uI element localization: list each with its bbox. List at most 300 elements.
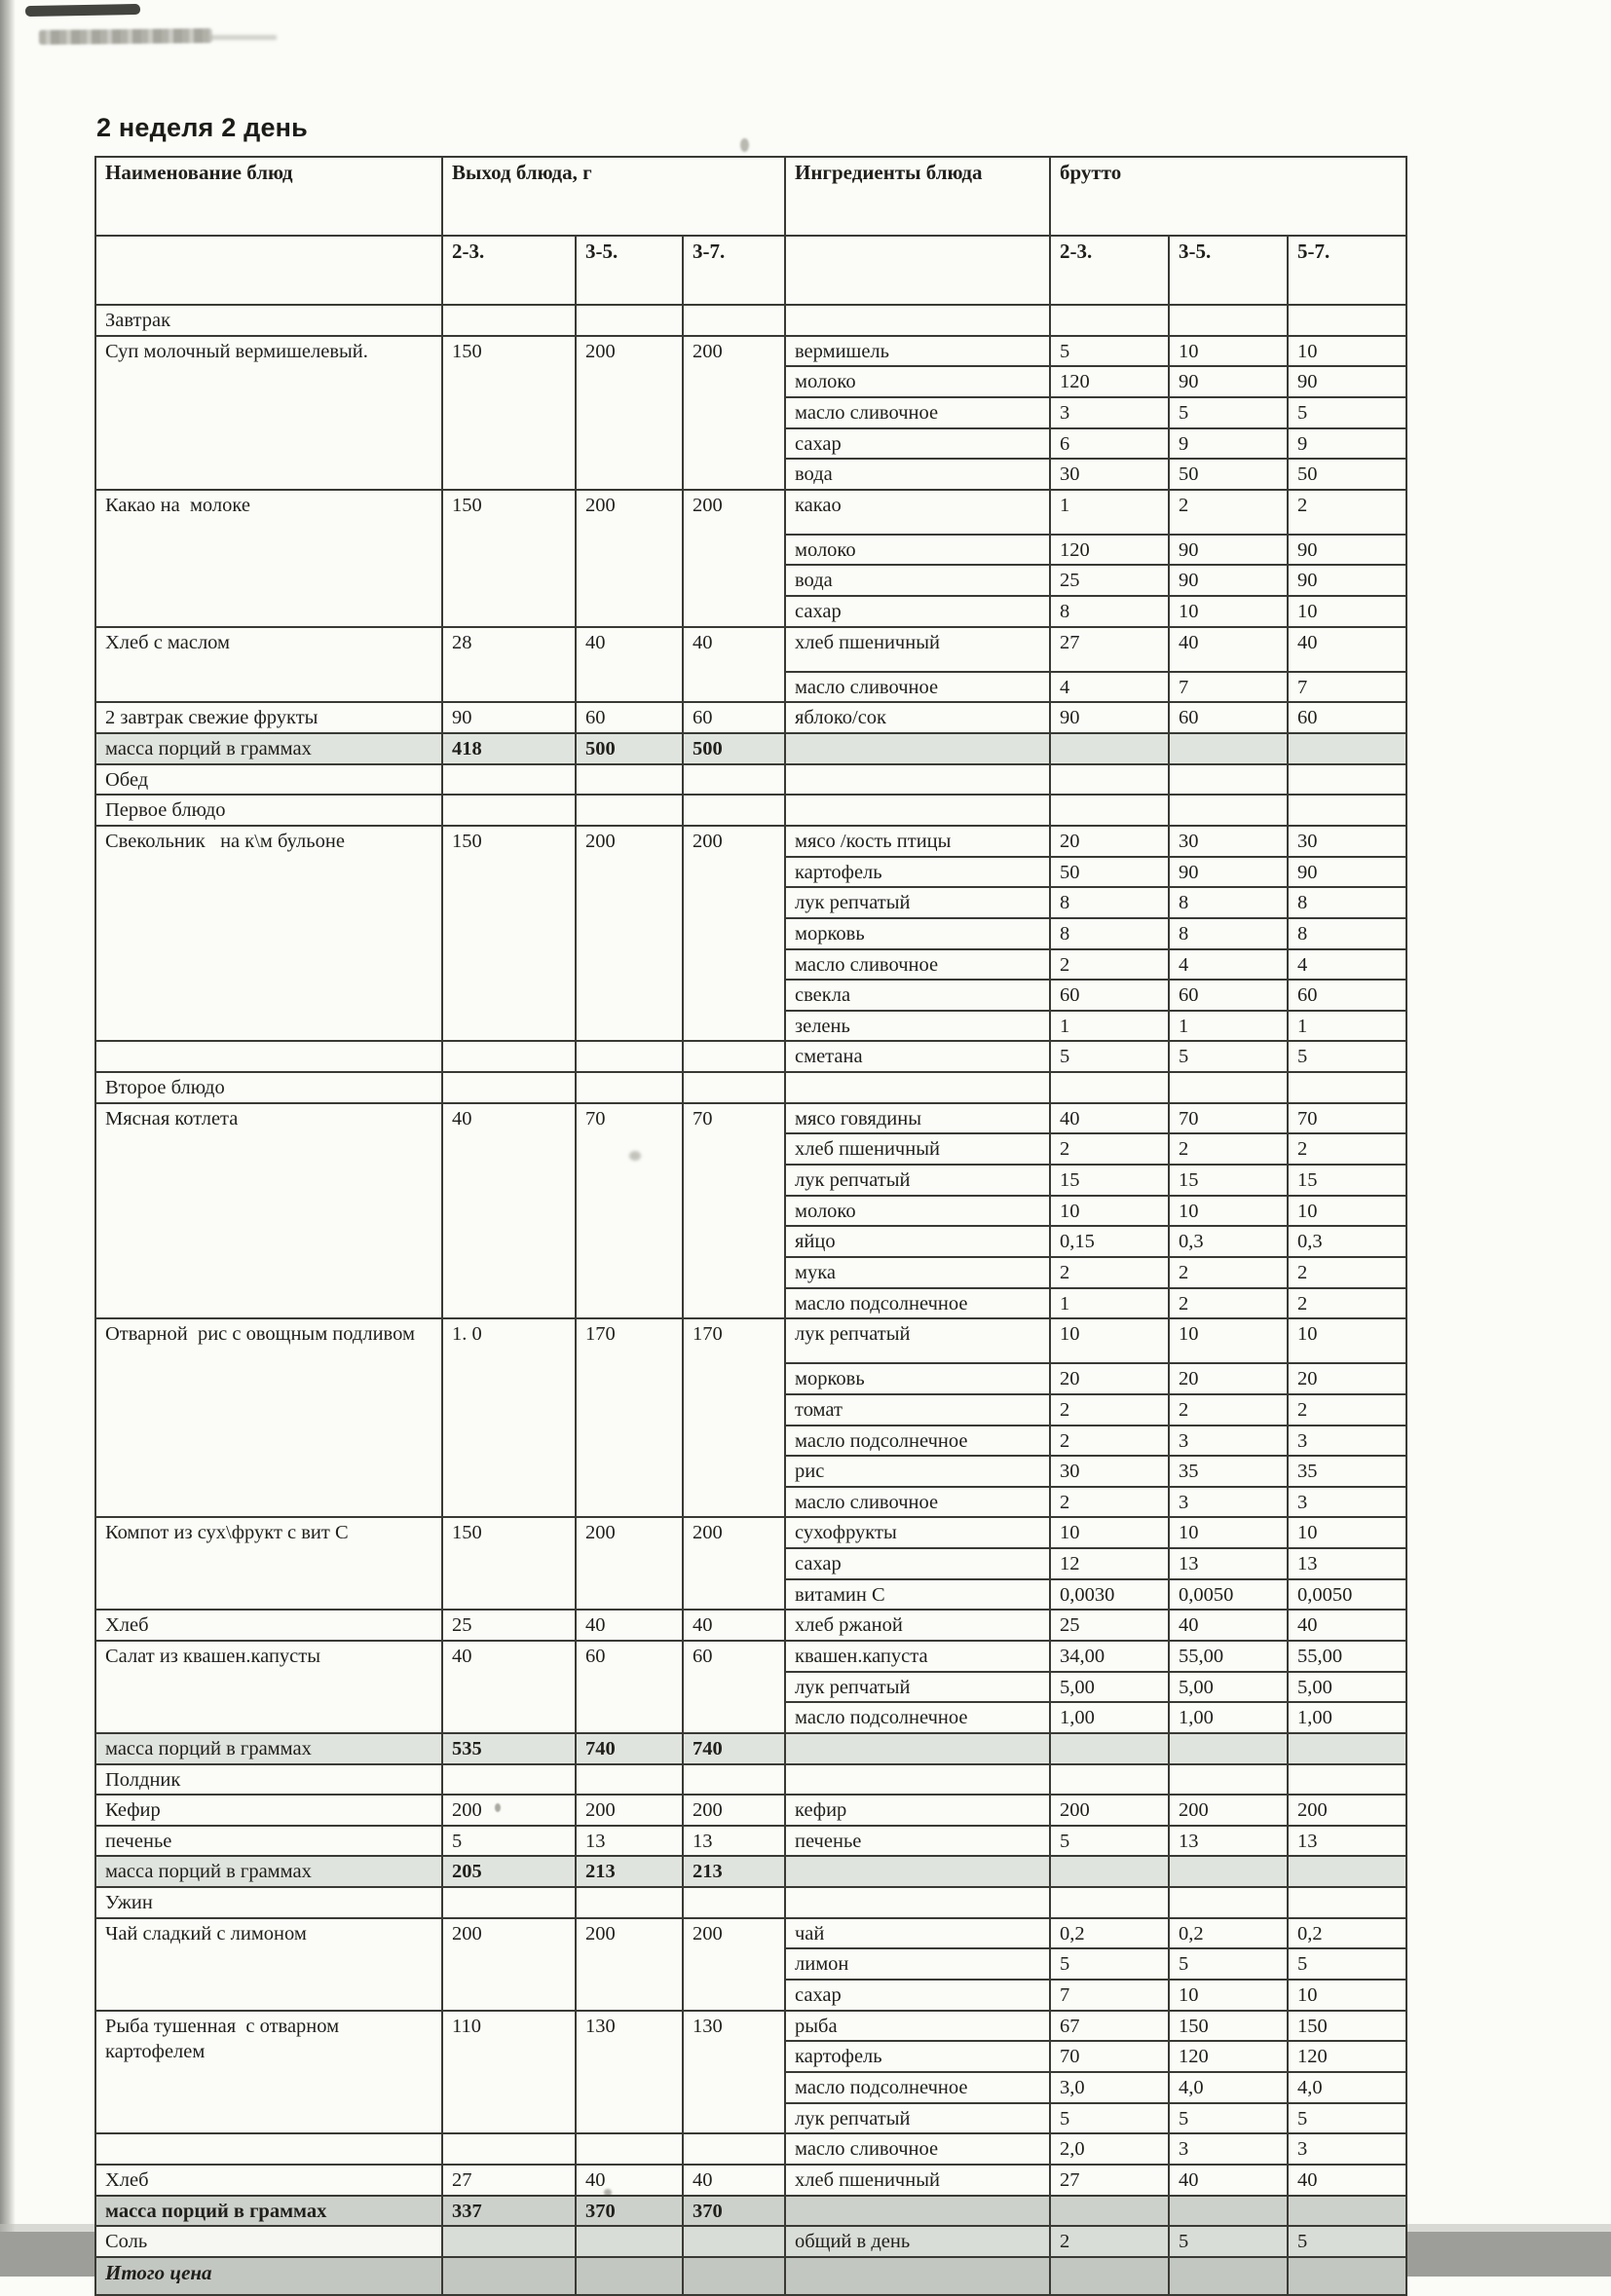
ingredient-name-cell: картофель: [785, 857, 1050, 888]
brutto-value-cell: 1,00: [1288, 1702, 1406, 1733]
ingredient-name-cell: сахар: [785, 1548, 1050, 1579]
brutto-value-cell: 2: [1050, 1426, 1169, 1457]
table-row: [95, 1795, 1406, 1826]
brutto-value-cell: 40: [1169, 627, 1288, 672]
brutto-value-cell: 3: [1288, 2133, 1406, 2165]
brutto-value-cell: 0,2: [1050, 1918, 1169, 1949]
subheader-out-3-5: 3-5.: [576, 236, 683, 305]
mass-value-cell: 740: [683, 1733, 785, 1764]
table-row: [95, 2165, 1406, 2196]
brutto-value-cell: 3,0: [1050, 2072, 1169, 2103]
brutto-value-cell: 10: [1169, 1318, 1288, 1363]
table-row: [95, 1764, 1406, 1796]
portion-value-cell: 60: [576, 1641, 683, 1733]
scan-corner-mark: [25, 4, 140, 17]
brutto-value-cell: 25: [1050, 565, 1169, 596]
brutto-value-cell: 120: [1288, 2041, 1406, 2072]
ingredient-name-cell: сахар: [785, 1980, 1050, 2011]
brutto-value-cell: 2: [1050, 1133, 1169, 1165]
brutto-value-cell: 40: [1169, 2165, 1288, 2196]
portion-value-cell: 70: [683, 1103, 785, 1318]
empty-cell: [1050, 1072, 1169, 1103]
mass-value-cell: 535: [442, 1733, 576, 1764]
subheader-out-3-7: 3-7.: [683, 236, 785, 305]
brutto-value-cell: 15: [1288, 1165, 1406, 1196]
table-row: [95, 2133, 1406, 2165]
brutto-value-cell: 200: [1169, 1795, 1288, 1826]
dish-name-cell: Мясная котлета: [95, 1103, 442, 1318]
brutto-value-cell: 150: [1169, 2011, 1288, 2042]
portion-value-cell: 40: [576, 627, 683, 703]
brutto-value-cell: 70: [1169, 1103, 1288, 1134]
portion-value-cell: 60: [683, 702, 785, 733]
ingredient-name-cell: кефир: [785, 1795, 1050, 1826]
mass-label-cell: масса порций в граммах: [95, 733, 442, 764]
ingredient-name-cell: масло сливочное: [785, 2133, 1050, 2165]
portion-value-cell: 200: [442, 1918, 576, 2011]
brutto-value-cell: 5: [1288, 2103, 1406, 2134]
brutto-value-cell: 4: [1169, 949, 1288, 981]
brutto-value-cell: 55,00: [1288, 1641, 1406, 1672]
mass-value-cell: 337: [442, 2196, 576, 2227]
brutto-value-cell: 15: [1050, 1165, 1169, 1196]
empty-cell: [785, 733, 1050, 764]
mass-label-cell: масса порций в граммах: [95, 1733, 442, 1764]
brutto-value-cell: 6: [1050, 428, 1169, 460]
ingredient-name-cell: общий в день: [785, 2226, 1050, 2257]
brutto-value-cell: 30: [1050, 459, 1169, 490]
ingredient-name-cell: лук репчатый: [785, 887, 1050, 918]
brutto-value-cell: 50: [1169, 459, 1288, 490]
empty-portion-cell: [576, 1041, 683, 1072]
brutto-value-cell: 0,3: [1288, 1226, 1406, 1257]
brutto-value-cell: 20: [1050, 1363, 1169, 1394]
brutto-value-cell: 0,3: [1169, 1226, 1288, 1257]
empty-cell: [1169, 1733, 1288, 1764]
brutto-value-cell: 40: [1288, 1610, 1406, 1641]
brutto-value-cell: 60: [1288, 702, 1406, 733]
ingredient-name-cell: масло сливочное: [785, 672, 1050, 703]
salt-label-cell: Соль: [95, 2226, 442, 2257]
brutto-value-cell: 7: [1288, 672, 1406, 703]
portion-value-cell: 200: [683, 490, 785, 627]
empty-cell: [576, 1887, 683, 1918]
empty-cell: [442, 2257, 576, 2295]
brutto-value-cell: 5: [1169, 2103, 1288, 2134]
scan-speck: [740, 138, 749, 152]
dish-name-cell: Чай сладкий с лимоном: [95, 1918, 442, 2011]
table-row: [95, 2011, 1406, 2042]
empty-cell: [785, 764, 1050, 796]
ingredient-name-cell: морковь: [785, 918, 1050, 949]
ingredient-name-cell: масло сливочное: [785, 1487, 1050, 1518]
brutto-value-cell: 90: [1169, 366, 1288, 397]
brutto-value-cell: 5: [1050, 2103, 1169, 2134]
brutto-value-cell: 0,15: [1050, 1226, 1169, 1257]
brutto-value-cell: 90: [1288, 857, 1406, 888]
brutto-value-cell: 15: [1169, 1165, 1288, 1196]
empty-cell: [576, 1764, 683, 1796]
portion-value-cell: 200: [576, 1918, 683, 2011]
ingredient-name-cell: молоко: [785, 366, 1050, 397]
empty-cell: [1288, 2257, 1406, 2295]
subheader-brutto-5-7: 5-7.: [1288, 236, 1406, 305]
empty-cell: [442, 305, 576, 336]
empty-cell: [1169, 795, 1288, 826]
empty-cell: [683, 1764, 785, 1796]
empty-cell: [785, 2196, 1050, 2227]
brutto-value-cell: 3: [1288, 1426, 1406, 1457]
subheader-brutto-3-5: 3-5.: [1169, 236, 1288, 305]
brutto-value-cell: 90: [1169, 535, 1288, 566]
col-header-ingredients: Ингредиенты блюда: [785, 157, 1050, 236]
subheader-out-2-3: 2-3.: [442, 236, 576, 305]
table-row: [95, 1517, 1406, 1548]
empty-cell: [1050, 1887, 1169, 1918]
brutto-value-cell: 2: [1169, 1394, 1288, 1426]
empty-cell: [785, 2257, 1050, 2295]
brutto-value-cell: 2: [1050, 1394, 1169, 1426]
empty-portion-cell: [442, 1041, 576, 1072]
empty-dish-cell: [95, 1041, 442, 1072]
table-row: [95, 764, 1406, 796]
brutto-value-cell: 70: [1288, 1103, 1406, 1134]
ingredient-name-cell: молоко: [785, 1196, 1050, 1227]
empty-cell: [1050, 1856, 1169, 1887]
ingredient-name-cell: картофель: [785, 2041, 1050, 2072]
empty-cell: [576, 764, 683, 796]
ingredient-name-cell: масло подсолнечное: [785, 1288, 1050, 1319]
table-subheader-row: [95, 236, 1406, 305]
ingredient-name-cell: зелень: [785, 1011, 1050, 1042]
empty-cell: [442, 795, 576, 826]
portion-value-cell: 150: [442, 336, 576, 490]
brutto-value-cell: 0,0030: [1050, 1579, 1169, 1611]
empty-cell: [683, 1887, 785, 1918]
empty-cell: [1288, 1733, 1406, 1764]
table-row: [95, 627, 1406, 672]
empty-cell: [576, 795, 683, 826]
empty-cell: [785, 1856, 1050, 1887]
empty-cell: [1050, 2196, 1169, 2227]
dish-name-cell: Отварной рис с овощным подливом: [95, 1318, 442, 1517]
brutto-value-cell: 10: [1169, 596, 1288, 627]
brutto-value-cell: 35: [1288, 1456, 1406, 1487]
brutto-value-cell: 120: [1050, 535, 1169, 566]
brutto-value-cell: 8: [1050, 918, 1169, 949]
brutto-value-cell: 0,0050: [1169, 1579, 1288, 1611]
brutto-value-cell: 10: [1050, 1196, 1169, 1227]
table-row: [95, 795, 1406, 826]
ingredient-name-cell: какао: [785, 490, 1050, 535]
ingredient-name-cell: сухофрукты: [785, 1517, 1050, 1548]
mass-label-cell: масса порций в граммах: [95, 2196, 442, 2227]
portion-value-cell: 200: [683, 826, 785, 1041]
subheader-empty: [95, 236, 442, 305]
empty-cell: [1050, 305, 1169, 336]
brutto-value-cell: 10: [1288, 1980, 1406, 2011]
brutto-value-cell: 10: [1169, 336, 1288, 367]
portion-value-cell: 200: [683, 1795, 785, 1826]
portion-value-cell: 60: [683, 1641, 785, 1733]
portion-value-cell: 200: [683, 1517, 785, 1610]
empty-cell: [683, 1072, 785, 1103]
brutto-value-cell: 90: [1288, 565, 1406, 596]
brutto-value-cell: 2: [1169, 1257, 1288, 1288]
ingredient-name-cell: рыба: [785, 2011, 1050, 2042]
table-row: [95, 1733, 1406, 1764]
brutto-value-cell: 2: [1288, 1133, 1406, 1165]
portion-value-cell: 28: [442, 627, 576, 703]
brutto-value-cell: 70: [1050, 2041, 1169, 2072]
brutto-value-cell: 2,0: [1050, 2133, 1169, 2165]
ingredient-name-cell: масло сливочное: [785, 949, 1050, 981]
scan-smudge-tail: [208, 35, 277, 40]
brutto-value-cell: 10: [1050, 1318, 1169, 1363]
page-title: 2 неделя 2 день: [96, 113, 308, 142]
empty-portion-cell: [683, 2133, 785, 2165]
empty-cell: [1050, 1764, 1169, 1796]
brutto-value-cell: 5: [1169, 2226, 1288, 2257]
brutto-value-cell: 25: [1050, 1610, 1169, 1641]
portion-value-cell: 200: [683, 1918, 785, 2011]
table-row: [95, 1826, 1406, 1857]
ingredient-name-cell: мясо говядины: [785, 1103, 1050, 1134]
brutto-value-cell: 3: [1169, 2133, 1288, 2165]
brutto-value-cell: 10: [1288, 1196, 1406, 1227]
brutto-value-cell: 20: [1169, 1363, 1288, 1394]
dish-name-cell: печенье: [95, 1826, 442, 1857]
mass-value-cell: 500: [683, 733, 785, 764]
brutto-value-cell: 200: [1288, 1795, 1406, 1826]
ingredient-name-cell: вода: [785, 459, 1050, 490]
brutto-value-cell: 2: [1169, 1133, 1288, 1165]
brutto-value-cell: 5: [1050, 1041, 1169, 1072]
portion-value-cell: 25: [442, 1610, 576, 1641]
empty-cell: [1288, 1887, 1406, 1918]
table-row: [95, 1072, 1406, 1103]
brutto-value-cell: 5: [1288, 397, 1406, 428]
portion-value-cell: 13: [576, 1826, 683, 1857]
brutto-value-cell: 10: [1050, 1517, 1169, 1548]
empty-portion-cell: [576, 2133, 683, 2165]
brutto-value-cell: 13: [1288, 1826, 1406, 1857]
brutto-value-cell: 34,00: [1050, 1641, 1169, 1672]
brutto-value-cell: 5: [1050, 336, 1169, 367]
brutto-value-cell: 50: [1288, 459, 1406, 490]
ingredient-name-cell: масло подсолнечное: [785, 2072, 1050, 2103]
ingredient-name-cell: рис: [785, 1456, 1050, 1487]
section-label-cell: Полдник: [95, 1764, 442, 1796]
brutto-value-cell: 2: [1288, 1257, 1406, 1288]
brutto-value-cell: 3: [1050, 397, 1169, 428]
empty-cell: [1288, 764, 1406, 796]
table-row: [95, 1318, 1406, 1363]
brutto-value-cell: 90: [1050, 702, 1169, 733]
brutto-value-cell: 12: [1050, 1548, 1169, 1579]
ingredient-name-cell: свекла: [785, 980, 1050, 1011]
brutto-value-cell: 40: [1050, 1103, 1169, 1134]
ingredient-name-cell: мясо /кость птицы: [785, 826, 1050, 857]
section-label-cell: Первое блюдо: [95, 795, 442, 826]
brutto-value-cell: 5: [1169, 1041, 1288, 1072]
brutto-value-cell: 60: [1169, 980, 1288, 1011]
empty-cell: [1169, 305, 1288, 336]
empty-cell: [1169, 764, 1288, 796]
empty-cell: [1288, 1856, 1406, 1887]
total-label-cell: Итого цена: [95, 2257, 442, 2295]
ingredient-name-cell: хлеб ржаной: [785, 1610, 1050, 1641]
brutto-value-cell: 10: [1169, 1980, 1288, 2011]
brutto-value-cell: 10: [1288, 336, 1406, 367]
portion-value-cell: 40: [442, 1103, 576, 1318]
empty-cell: [1169, 2196, 1288, 2227]
brutto-value-cell: 10: [1288, 1318, 1406, 1363]
portion-value-cell: 170: [683, 1318, 785, 1517]
brutto-value-cell: 8: [1169, 918, 1288, 949]
empty-cell: [576, 2226, 683, 2257]
empty-cell: [785, 305, 1050, 336]
empty-cell: [683, 764, 785, 796]
portion-value-cell: 40: [576, 2165, 683, 2196]
brutto-value-cell: 5: [1288, 2226, 1406, 2257]
empty-cell: [1050, 764, 1169, 796]
brutto-value-cell: 2: [1050, 2226, 1169, 2257]
brutto-value-cell: 10: [1169, 1517, 1288, 1548]
empty-cell: [1050, 2257, 1169, 2295]
ingredient-name-cell: лук репчатый: [785, 1318, 1050, 1363]
brutto-value-cell: 200: [1050, 1795, 1169, 1826]
ingredient-name-cell: витамин С: [785, 1579, 1050, 1611]
brutto-value-cell: 4,0: [1288, 2072, 1406, 2103]
brutto-value-cell: 60: [1288, 980, 1406, 1011]
brutto-value-cell: 2: [1169, 1288, 1288, 1319]
table-row: [95, 2226, 1406, 2257]
ingredient-name-cell: морковь: [785, 1363, 1050, 1394]
brutto-value-cell: 5,00: [1169, 1672, 1288, 1703]
portion-value-cell: 150: [442, 826, 576, 1041]
brutto-value-cell: 120: [1169, 2041, 1288, 2072]
empty-cell: [1288, 2196, 1406, 2227]
empty-cell: [683, 795, 785, 826]
brutto-value-cell: 5: [1288, 1041, 1406, 1072]
table-row: [95, 305, 1406, 336]
mass-value-cell: 370: [683, 2196, 785, 2227]
brutto-value-cell: 0,0050: [1288, 1579, 1406, 1611]
table-row: [95, 1641, 1406, 1672]
ingredient-name-cell: яблоко/сок: [785, 702, 1050, 733]
dish-name-cell: Компот из сух\фрукт с вит С: [95, 1517, 442, 1610]
brutto-value-cell: 5: [1050, 1948, 1169, 1980]
dish-name-cell: Свекольник на к\м бульоне: [95, 826, 442, 1041]
brutto-value-cell: 2: [1288, 1394, 1406, 1426]
empty-cell: [1050, 795, 1169, 826]
mass-value-cell: 370: [576, 2196, 683, 2227]
portion-value-cell: 150: [442, 490, 576, 627]
brutto-value-cell: 5,00: [1288, 1672, 1406, 1703]
dish-name-cell: Хлеб: [95, 1610, 442, 1641]
empty-portion-cell: [683, 1041, 785, 1072]
ingredient-name-cell: масло подсолнечное: [785, 1426, 1050, 1457]
brutto-value-cell: 27: [1050, 2165, 1169, 2196]
brutto-value-cell: 3: [1169, 1426, 1288, 1457]
brutto-value-cell: 1: [1288, 1011, 1406, 1042]
empty-cell: [1169, 1887, 1288, 1918]
scan-top-edge: [0, 0, 1611, 5]
brutto-value-cell: 2: [1288, 1288, 1406, 1319]
brutto-value-cell: 10: [1169, 1196, 1288, 1227]
ingredient-name-cell: хлеб пшеничный: [785, 1133, 1050, 1165]
portion-value-cell: 200: [576, 1517, 683, 1610]
ingredient-name-cell: масло сливочное: [785, 397, 1050, 428]
brutto-value-cell: 90: [1288, 535, 1406, 566]
brutto-value-cell: 10: [1288, 1517, 1406, 1548]
brutto-value-cell: 150: [1288, 2011, 1406, 2042]
portion-value-cell: 200: [576, 490, 683, 627]
brutto-value-cell: 20: [1050, 826, 1169, 857]
brutto-value-cell: 2: [1169, 490, 1288, 535]
table-row: [95, 2196, 1406, 2227]
brutto-value-cell: 5: [1169, 1948, 1288, 1980]
empty-cell: [1169, 2257, 1288, 2295]
empty-cell: [442, 1764, 576, 1796]
empty-cell: [576, 2257, 683, 2295]
brutto-value-cell: 50: [1050, 857, 1169, 888]
dish-name-cell: Суп молочный вермишелевый.: [95, 336, 442, 490]
brutto-value-cell: 1,00: [1050, 1702, 1169, 1733]
brutto-value-cell: 8: [1050, 887, 1169, 918]
table-row: [95, 336, 1406, 367]
portion-value-cell: 13: [683, 1826, 785, 1857]
ingredient-name-cell: масло подсолнечное: [785, 1702, 1050, 1733]
mass-value-cell: 213: [683, 1856, 785, 1887]
empty-cell: [1050, 733, 1169, 764]
brutto-value-cell: 13: [1169, 1548, 1288, 1579]
scan-left-edge: [0, 0, 16, 2277]
brutto-value-cell: 30: [1169, 826, 1288, 857]
brutto-value-cell: 2: [1050, 949, 1169, 981]
empty-cell: [1288, 733, 1406, 764]
empty-dish-cell: [95, 2133, 442, 2165]
brutto-value-cell: 5: [1050, 1826, 1169, 1857]
empty-cell: [683, 305, 785, 336]
portion-value-cell: 110: [442, 2011, 576, 2134]
brutto-value-cell: 8: [1288, 887, 1406, 918]
portion-value-cell: 1. 0: [442, 1318, 576, 1517]
portion-value-cell: 200: [683, 336, 785, 490]
ingredient-name-cell: лимон: [785, 1948, 1050, 1980]
dish-name-cell: 2 завтрак свежие фрукты: [95, 702, 442, 733]
menu-table: [94, 156, 1407, 2296]
mass-value-cell: 500: [576, 733, 683, 764]
empty-cell: [442, 1072, 576, 1103]
mass-value-cell: 213: [576, 1856, 683, 1887]
empty-cell: [785, 1887, 1050, 1918]
ingredient-name-cell: мука: [785, 1257, 1050, 1288]
ingredient-name-cell: вермишель: [785, 336, 1050, 367]
brutto-value-cell: 5,00: [1050, 1672, 1169, 1703]
portion-value-cell: 130: [683, 2011, 785, 2134]
portion-value-cell: 170: [576, 1318, 683, 1517]
table-row: [95, 490, 1406, 535]
ingredient-name-cell: вода: [785, 565, 1050, 596]
portion-value-cell: 200: [576, 336, 683, 490]
ingredient-name-cell: печенье: [785, 1826, 1050, 1857]
ingredient-name-cell: сметана: [785, 1041, 1050, 1072]
col-header-output: Выход блюда, г: [442, 157, 785, 236]
ingredient-name-cell: сахар: [785, 596, 1050, 627]
brutto-value-cell: 67: [1050, 2011, 1169, 2042]
